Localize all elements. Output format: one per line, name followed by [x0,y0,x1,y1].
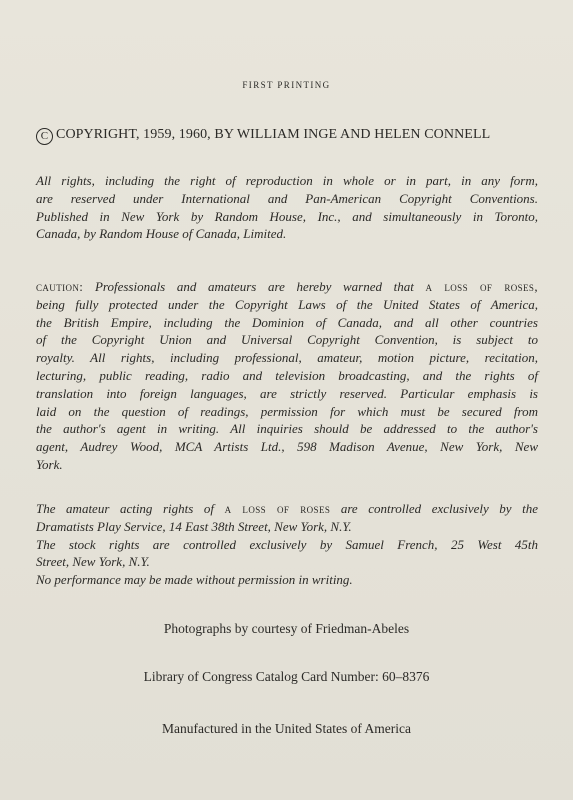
caution-line: the author's agent in writing. All inquiries should be addressed to the author's [36,421,538,437]
amateur-line1-after: are controlled exclusively by the [340,501,539,516]
amateur-line: The stock rights are controlled exclusively by Samuel French, 25 West 45th [36,536,538,552]
rights-paragraph [36,172,538,243]
photographs-credit: Photographs by courtesy of Friedman-Abeles [163,621,410,636]
caution-line1-text: Professionals and amateurs are hereby warned that [94,279,414,294]
caution-line: being fully protected under the Copyright Laws of the United States of America, [36,296,538,312]
amateur-line1-before: The amateur acting rights of [36,501,214,516]
amateur-line: Dramatists Play Service, 14 East 38th Street, New York, N.Y. [36,518,352,534]
copyright-line [36,127,566,145]
play-title: a loss of roses, [425,279,538,294]
amateur-line: No performance may be made without permission in writing. [36,572,353,588]
caution-line: royalty. All rights, including professional, amateur, motion picture, recitation, [36,350,538,366]
caution-first-line [36,278,538,296]
caution-line: York. [36,456,63,472]
amateur-rights-paragraph [36,500,538,589]
caution-line: of the Copyright Union and Universal Copyright Convention, is subject to [36,332,538,348]
caution-line: lecturing, public reading, radio and television broadcasting, and the rights of [36,367,538,383]
caution-paragraph [36,278,538,474]
rights-line: are reserved under International and Pan-American Copyright Conventions. [36,190,538,206]
rights-line: Published in New York by Random House, Inc., and simultaneously in Toronto, [36,208,538,224]
caution-label: caution: [36,279,84,294]
amateur-line: Street, New York, N.Y. [36,554,150,570]
caution-line: translation into foreign languages, are strictly reserved. Particular emphasis is [36,385,538,401]
copyright-symbol-icon: C [36,128,53,145]
copyright-text: COPYRIGHT, 1959, 1960, BY WILLIAM INGE AND HELEN CONNELL [56,127,491,142]
library-of-congress-number: Library of Congress Catalog Card Number: 60–8376 [143,669,430,684]
rights-line: All rights, including the right of reproduction in whole or in part, in any form, [36,173,538,188]
caution-line: the British Empire, including the Dominion of Canada, and all other countries [36,314,538,330]
amateur-first-line [36,500,538,518]
manufactured-notice: Manufactured in the United States of America [162,721,411,736]
rights-line: Canada, by Random House of Canada, Limited. [36,226,287,242]
caution-line: agent, Audrey Wood, MCA Artists Ltd., 598 Madison Avenue, New York, New [36,439,538,455]
caution-line: laid on the question of readings, permission for which must be secured from [36,403,538,419]
printing-label: FIRST PRINTING [242,80,331,90]
play-title: a loss of roses [224,501,331,516]
